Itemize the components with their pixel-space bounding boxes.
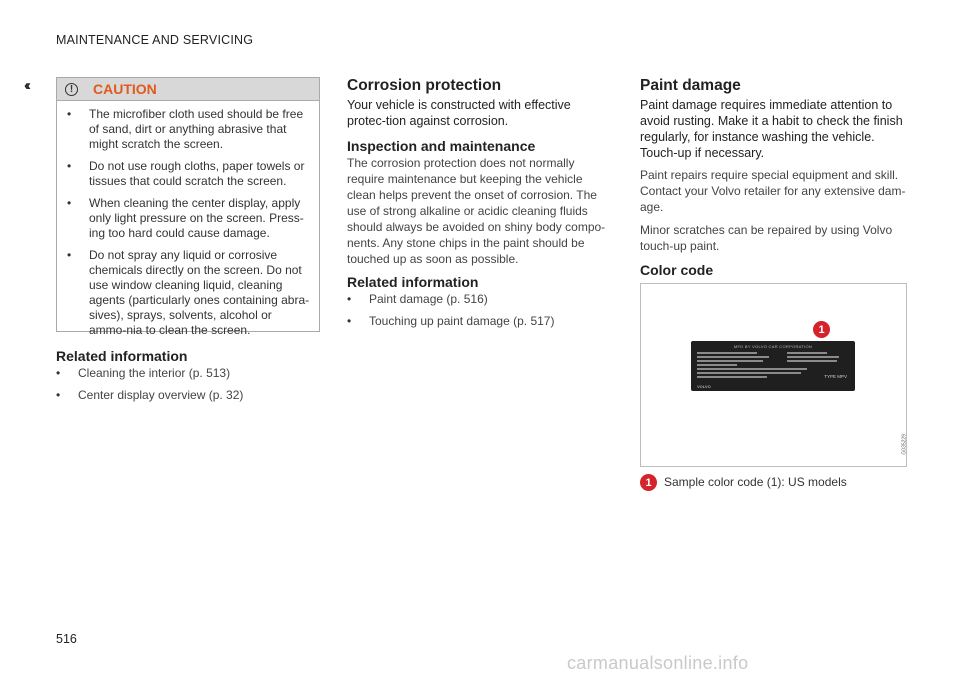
paint-damage-title: Paint damage (640, 77, 741, 94)
caution-item: • Do not use rough cloths, paper towels or tissues that could scratch the screen. (67, 159, 311, 189)
figure-code: G035229 (902, 434, 908, 455)
caution-item: • When cleaning the center display, apply only light pressure on the screen. Press-ing too hard could cause damage. (67, 196, 311, 241)
related-info-left (56, 348, 320, 409)
related-links (347, 291, 613, 329)
decal-text-line (697, 372, 801, 374)
color-code-heading: Color code (640, 262, 714, 278)
paint-damage-body-1: Paint repairs require special equipment and skill. Contact your Volvo retailer for any extensive dam-age. (640, 168, 906, 214)
related-link-cleaning-interior[interactable]: • Cleaning the interior (p. 513) (56, 365, 320, 381)
related-link-paint-damage[interactable]: • Paint damage (p. 516) (347, 291, 613, 307)
inspection-body: The corrosion protection does not normally require maintenance but keeping the vehicle clean helps prevent the onset of corrosion. The use of strong alkaline or acidic cleaning fluids should always be avoided on shiny body compo-nents. Any stone chips in the paint should be touched up as soon as possible. (347, 156, 606, 266)
decal-type: TYPE MPV (824, 374, 847, 379)
legend-text: Sample color code (1): US models (664, 475, 847, 489)
section-header: MAINTENANCE AND SERVICING (56, 33, 254, 47)
related-info-heading: Related information (56, 348, 188, 364)
paint-damage-lead: Paint damage requires immediate attention to avoid rusting. Make it a habit to check the finish regularly, for instance washing the vehicle. Touch-up if necessary. (640, 98, 903, 160)
color-code-decal (691, 341, 855, 391)
decal-text-line (697, 360, 763, 362)
decal-brand: VOLVO (697, 384, 711, 389)
decal-text-line (787, 360, 837, 362)
paint-damage-body-2: Minor scratches can be repaired by using Volvo touch-up paint. (640, 223, 893, 253)
watermark: carmanualsonline.info (567, 653, 749, 673)
decal-text-line (787, 356, 839, 358)
related-link-center-display[interactable]: • Center display overview (p. 32) (56, 387, 320, 403)
exclamation-circle-icon: ! (65, 83, 78, 96)
related-links (56, 365, 320, 403)
caution-header (57, 78, 319, 101)
decal-text-line (697, 352, 757, 354)
caution-item: • Do not spray any liquid or corrosive chemicals directly on the screen. Do not use window cleaning liquid, cleaning agents (particularly ones containing abra-sives), sprays, solvents, alcohol or ammo-nia to clean the screen. (67, 248, 311, 338)
decal-text-line (697, 368, 807, 370)
decal-text-line (697, 364, 737, 366)
caution-box (56, 77, 320, 337)
page-number: 516 (56, 632, 77, 646)
related-info-heading: Related information (347, 274, 479, 290)
corrosion-lead: Your vehicle is constructed with effective protec-tion against corrosion. (347, 98, 571, 128)
legend-marker: 1 (640, 474, 657, 491)
related-info-middle (347, 274, 613, 335)
decal-text-line (697, 356, 769, 358)
back-chevron-icon[interactable]: ‹‹ (24, 77, 28, 94)
related-link-touch-up[interactable]: • Touching up paint damage (p. 517) (347, 313, 613, 329)
corrosion-title: Corrosion protection (347, 77, 502, 94)
figure-legend (640, 474, 847, 491)
callout-marker: 1 (813, 321, 830, 338)
decal-text-line (787, 352, 827, 354)
caution-list (57, 101, 319, 338)
decal-title: MFD BY VOLVO CAR CORPORATION (733, 344, 813, 349)
color-code-figure (640, 283, 907, 467)
caution-title: CAUTION (93, 81, 157, 97)
inspection-heading: Inspection and maintenance (347, 138, 536, 154)
decal-text-line (697, 376, 767, 378)
caution-item: • The microfiber cloth used should be free of sand, dirt or anything abrasive that might scratch the screen. (67, 107, 311, 152)
